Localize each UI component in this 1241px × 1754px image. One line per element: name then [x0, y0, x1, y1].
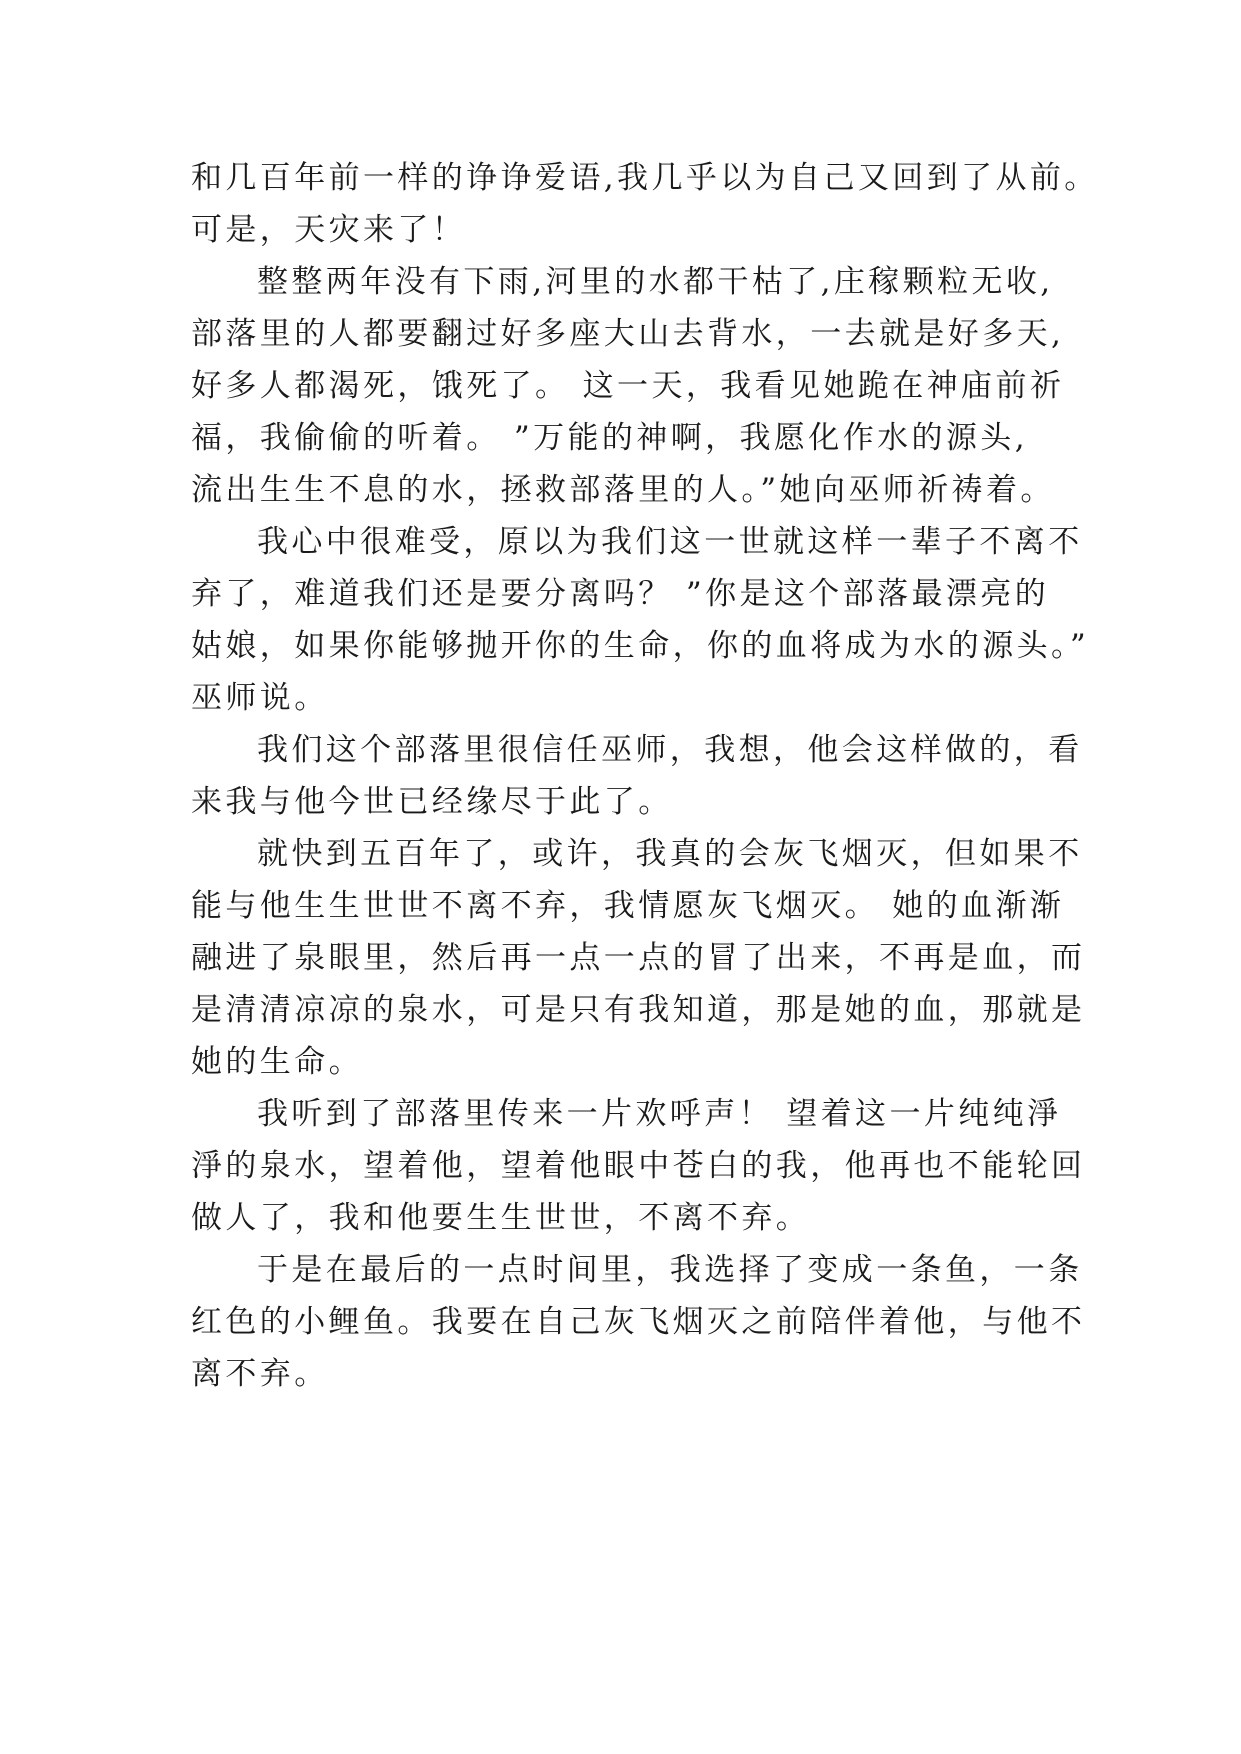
text-line: 离不弃。 [191, 1356, 329, 1392]
text-line: 和几百年前一样的诤诤爱语,我几乎以为自己又回到了从前。 [191, 160, 1099, 196]
paragraph-first-line: 就快到五百年了，或许，我真的会灰飞烟灭，但如果不 [257, 836, 1083, 872]
text-line: 流出生生不息的水，拯救部落里的人。”她向巫师祈祷着。 [191, 472, 1055, 508]
text-line: 可是，天灾来了！ [191, 212, 467, 248]
text-line: 能与他生生世世不离不弃，我情愿灰飞烟灭。 她的血渐渐 [191, 888, 1065, 924]
text-line: 淨的泉水，望着他，望着他眼中苍白的我，他再也不能轮回 [191, 1148, 1086, 1184]
text-line: 好多人都渴死，饿死了。 这一天，我看见她跪在神庙前祈 [191, 368, 1065, 404]
text-line: 弃了，难道我们还是要分离吗？ ”你是这个部落最漂亮的 [191, 576, 1050, 612]
paragraph-first-line: 我心中很难受，原以为我们这一世就这样一辈子不离不 [257, 524, 1083, 560]
paragraph-first-line: 整整两年没有下雨,河里的水都干枯了,庄稼颗粒无收, [257, 264, 1054, 300]
text-line: 融进了泉眼里，然后再一点一点的冒了出来，不再是血，而 [191, 940, 1086, 976]
text-line: 姑娘，如果你能够抛开你的生命，你的血将成为水的源头。” [191, 628, 1090, 664]
text-line: 福，我偷偷的听着。 ”万能的神啊，我愿化作水的源头, [191, 420, 1028, 456]
paragraph-first-line: 我听到了部落里传来一片欢呼声！ 望着这一片纯纯淨 [257, 1096, 1062, 1132]
text-line: 巫师说。 [191, 680, 329, 716]
text-line: 来我与他今世已经缘尽于此了。 [191, 784, 673, 820]
paragraph-first-line: 于是在最后的一点时间里，我选择了变成一条鱼，一条 [257, 1252, 1083, 1288]
paragraph-first-line: 我们这个部落里很信任巫师，我想，他会这样做的，看 [257, 732, 1083, 768]
text-line: 红色的小鲤鱼。我要在自己灰飞烟灭之前陪伴着他，与他不 [191, 1304, 1086, 1340]
text-line: 部落里的人都要翻过好多座大山去背水，一去就是好多天, [191, 316, 1065, 352]
text-line: 是清清凉凉的泉水，可是只有我知道，那是她的血，那就是 [191, 992, 1086, 1028]
text-line: 做人了，我和他要生生世世，不离不弃。 [191, 1200, 811, 1236]
text-line: 她的生命。 [191, 1044, 363, 1080]
